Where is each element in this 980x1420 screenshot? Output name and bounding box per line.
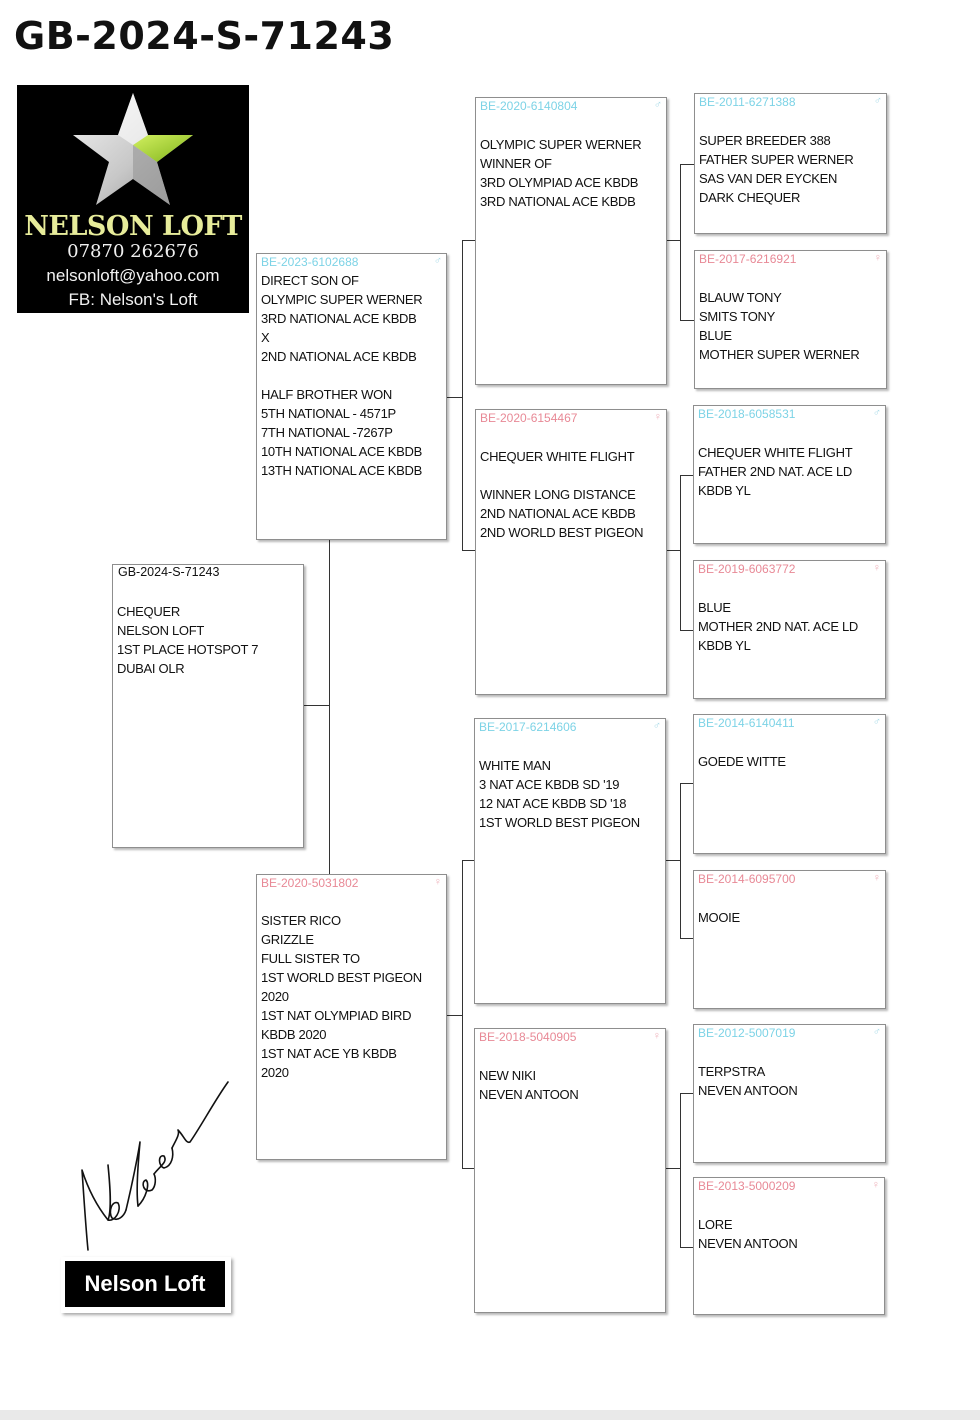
nelson-loft-badge xyxy=(61,1257,231,1313)
female-symbol-icon: ♀ xyxy=(871,1179,880,1191)
detail-line: NELSON LOFT xyxy=(117,623,204,638)
star-icon xyxy=(17,85,249,213)
female-symbol-icon: ♀ xyxy=(433,876,442,888)
detail-line: BLUE xyxy=(699,328,732,343)
granddam-paternal-card xyxy=(475,409,667,695)
detail-line xyxy=(480,466,643,485)
detail-line xyxy=(699,112,853,131)
grandsire-paternal-card xyxy=(475,97,667,385)
nelson-loft-logo xyxy=(17,85,249,313)
female-symbol-icon: ♀ xyxy=(652,1030,661,1042)
male-symbol-icon: ♂ xyxy=(872,407,881,419)
detail-line: 5TH NATIONAL - 4571P xyxy=(261,406,396,421)
detail-line: MOTHER 2ND NAT. ACE LD xyxy=(698,619,859,634)
detail-line: MOOIE xyxy=(698,910,740,925)
detail-line: 2ND WORLD BEST PIGEON xyxy=(480,525,644,540)
detail-line: 2ND NATIONAL ACE KBDB xyxy=(261,349,417,364)
detail-line: SUPER BREEDER 388 xyxy=(699,133,831,148)
male-symbol-icon: ♂ xyxy=(652,720,661,732)
detail-line: 1ST PLACE HOTSPOT 7 xyxy=(117,642,259,657)
ring-number: BE-2017-6214606 xyxy=(479,720,577,734)
detail-line: BLUE xyxy=(698,600,731,615)
subject-details xyxy=(117,583,258,678)
detail-line: FATHER SUPER WERNER xyxy=(699,152,854,167)
page-bottom-edge xyxy=(0,1410,980,1420)
detail-line: 12 NAT ACE KBDB SD '18 xyxy=(479,796,627,811)
detail-line: CHEQUER WHITE FLIGHT xyxy=(480,449,635,464)
detail-line xyxy=(261,366,422,385)
detail-line: SISTER RICO xyxy=(261,913,341,928)
dam-ring-number: BE-2020-5031802 xyxy=(261,876,359,890)
detail-line: SAS VAN DER EYCKEN xyxy=(699,171,838,186)
logo-name: NELSON LOFT xyxy=(24,211,242,242)
female-symbol-icon: ♀ xyxy=(653,411,662,423)
detail-line: KBDB YL xyxy=(698,483,751,498)
detail-line: OLYMPIC SUPER WERNER xyxy=(480,137,642,152)
pigeon-details xyxy=(699,269,859,364)
detail-line: SMITS TONY xyxy=(699,309,775,324)
detail-line: NEVEN ANTOON xyxy=(698,1236,798,1251)
detail-line: FULL SISTER TO xyxy=(261,951,360,966)
detail-line: 7TH NATIONAL -7267P xyxy=(261,425,393,440)
great-grandparent-card-7 xyxy=(693,1024,886,1163)
granddam-maternal-card xyxy=(474,1028,666,1313)
dam-card xyxy=(256,874,447,1160)
detail-line: FATHER 2ND NAT. ACE LD xyxy=(698,464,853,479)
ring-number: BE-2013-5000209 xyxy=(698,1179,796,1193)
great-grandparent-card-2 xyxy=(694,250,887,389)
ring-number: BE-2019-6063772 xyxy=(698,562,796,576)
detail-line: 3RD NATIONAL ACE KBDB xyxy=(480,194,636,209)
male-symbol-icon: ♂ xyxy=(433,255,442,267)
ring-number: BE-2011-6271388 xyxy=(699,95,796,109)
detail-line: X xyxy=(261,330,270,345)
dam-details xyxy=(261,892,422,1082)
pigeon-details xyxy=(479,737,640,832)
great-grandparent-card-6 xyxy=(693,870,886,1009)
sire-card xyxy=(256,253,447,540)
detail-line: NEVEN ANTOON xyxy=(479,1087,579,1102)
ring-number: BE-2012-5007019 xyxy=(698,1026,796,1040)
detail-line: CHEQUER xyxy=(117,604,180,619)
detail-line xyxy=(698,424,852,443)
ring-number: BE-2014-6140411 xyxy=(698,716,795,730)
female-symbol-icon: ♀ xyxy=(872,872,881,884)
detail-line: DARK CHEQUER xyxy=(699,190,801,205)
detail-line: 1ST NAT ACE YB KBDB xyxy=(261,1046,397,1061)
female-symbol-icon: ♀ xyxy=(873,252,882,264)
detail-line: WINNER OF xyxy=(480,156,552,171)
detail-line: BLAUW TONY xyxy=(699,290,782,305)
pigeon-details xyxy=(698,424,852,500)
detail-line xyxy=(117,583,258,602)
detail-line xyxy=(480,428,643,447)
male-symbol-icon: ♂ xyxy=(873,95,882,107)
detail-line: LORE xyxy=(698,1217,733,1232)
pigeon-details xyxy=(698,579,858,655)
pigeon-details xyxy=(698,1196,797,1253)
subject-pigeon-card xyxy=(112,564,304,848)
detail-line xyxy=(698,1196,797,1215)
ring-number: BE-2018-5040905 xyxy=(479,1030,577,1044)
detail-line: TERPSTRA xyxy=(698,1064,765,1079)
signature-image xyxy=(60,1070,240,1260)
logo-email: nelsonloft@yahoo.com xyxy=(46,266,220,285)
male-symbol-icon: ♂ xyxy=(653,99,662,111)
detail-line: GRIZZLE xyxy=(261,932,314,947)
detail-line: WHITE MAN xyxy=(479,758,551,773)
detail-line: KBDB YL xyxy=(698,638,751,653)
ring-number: BE-2020-6140804 xyxy=(480,99,578,113)
detail-line xyxy=(698,733,786,752)
detail-line: 1ST NAT OLYMPIAD BIRD xyxy=(261,1008,412,1023)
great-grandparent-card-1 xyxy=(694,93,887,234)
detail-line: DUBAI OLR xyxy=(117,661,185,676)
ring-number: BE-2018-6058531 xyxy=(698,407,796,421)
detail-line: 2ND NATIONAL ACE KBDB xyxy=(480,506,636,521)
detail-line xyxy=(480,116,641,135)
detail-line: 1ST WORLD BEST PIGEON xyxy=(261,970,422,985)
pedigree-title: GB-2024-S-71243 xyxy=(14,14,395,58)
male-symbol-icon: ♂ xyxy=(872,1026,881,1038)
great-grandparent-card-4 xyxy=(693,560,886,699)
detail-line: KBDB 2020 xyxy=(261,1027,327,1042)
detail-line: DIRECT SON OF xyxy=(261,273,359,288)
female-symbol-icon: ♀ xyxy=(872,562,881,574)
pigeon-details xyxy=(698,733,786,771)
detail-line: OLYMPIC SUPER WERNER xyxy=(261,292,423,307)
detail-line xyxy=(698,579,858,598)
logo-phone: 07870 262676 xyxy=(67,241,199,262)
ring-number: BE-2014-6095700 xyxy=(698,872,796,886)
detail-line: CHEQUER WHITE FLIGHT xyxy=(698,445,853,460)
detail-line: NEW NIKI xyxy=(479,1068,536,1083)
subject-ring-number: GB-2024-S-71243 xyxy=(118,565,220,579)
great-grandparent-card-5 xyxy=(693,714,886,854)
detail-line xyxy=(261,892,422,911)
detail-line: 3RD NATIONAL ACE KBDB xyxy=(261,311,417,326)
detail-line: GOEDE WITTE xyxy=(698,754,786,769)
detail-line: NEVEN ANTOON xyxy=(698,1083,798,1098)
detail-line: 10TH NATIONAL ACE KBDB xyxy=(261,444,423,459)
detail-line xyxy=(699,269,859,288)
male-symbol-icon: ♂ xyxy=(872,716,881,728)
detail-line xyxy=(479,737,640,756)
ring-number: BE-2020-6154467 xyxy=(480,411,578,425)
detail-line xyxy=(698,1043,797,1062)
detail-line xyxy=(698,889,740,908)
grandsire-maternal-card xyxy=(474,718,666,1004)
detail-line xyxy=(479,1047,578,1066)
great-grandparent-card-3 xyxy=(693,405,886,544)
detail-line: 13TH NATIONAL ACE KBDB xyxy=(261,463,423,478)
pigeon-details xyxy=(479,1047,578,1104)
sire-details xyxy=(261,271,422,480)
pigeon-details xyxy=(480,116,641,211)
pigeon-details xyxy=(698,889,740,927)
sire-ring-number: BE-2023-6102688 xyxy=(261,255,359,269)
pigeon-details xyxy=(699,112,853,207)
detail-line: 1ST WORLD BEST PIGEON xyxy=(479,815,640,830)
detail-line: MOTHER SUPER WERNER xyxy=(699,347,860,362)
pigeon-details xyxy=(480,428,643,542)
detail-line: 3 NAT ACE KBDB SD '19 xyxy=(479,777,620,792)
great-grandparent-card-8 xyxy=(693,1177,885,1315)
ring-number: BE-2017-6216921 xyxy=(699,252,797,266)
detail-line: 3RD OLYMPIAD ACE KBDB xyxy=(480,175,639,190)
detail-line: HALF BROTHER WON xyxy=(261,387,392,402)
detail-line: WINNER LONG DISTANCE xyxy=(480,487,636,502)
detail-line: 2020 xyxy=(261,989,289,1004)
logo-facebook: FB: Nelson's Loft xyxy=(68,290,198,309)
badge-label: Nelson Loft xyxy=(65,1261,225,1307)
detail-line: 2020 xyxy=(261,1065,289,1080)
pigeon-details xyxy=(698,1043,797,1100)
